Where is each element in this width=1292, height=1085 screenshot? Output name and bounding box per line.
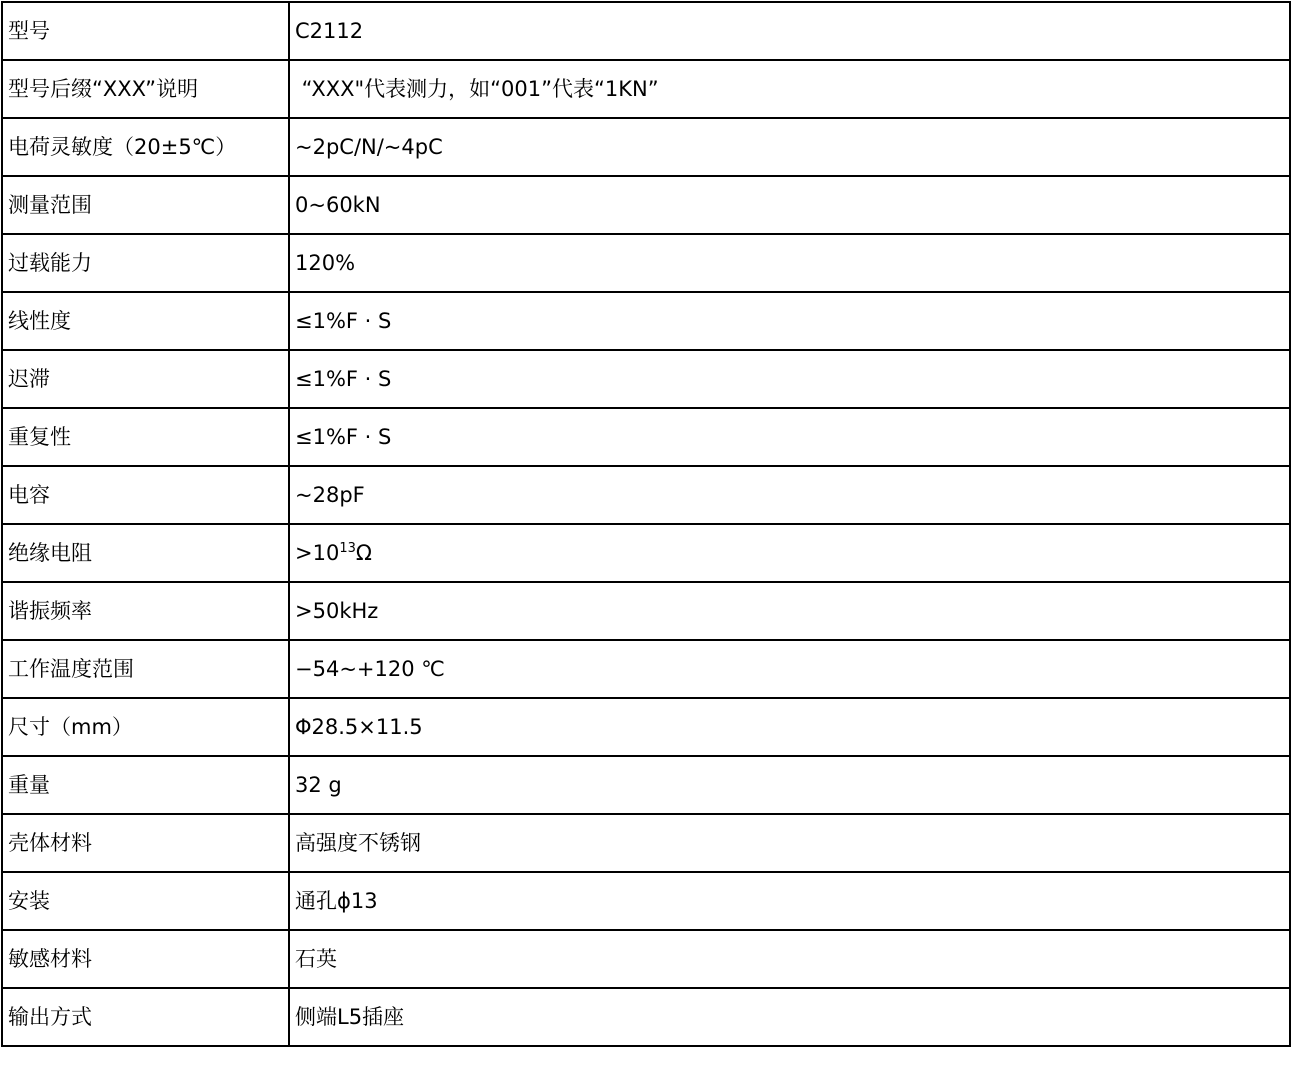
- label-cell: 线性度: [2, 292, 289, 350]
- label-cell: 电荷灵敏度（20±5℃）: [2, 118, 289, 176]
- value-cell: 0~60kN: [289, 176, 1290, 234]
- value-cell: 高强度不锈钢: [289, 814, 1290, 872]
- value-cell: 通孔ϕ13: [289, 872, 1290, 930]
- value-cell: ≤1%F · S: [289, 408, 1290, 466]
- label-cell: 重复性: [2, 408, 289, 466]
- table-row: [2, 756, 1290, 814]
- value-cell: −54~+120 ℃: [289, 640, 1290, 698]
- value-cell: Φ28.5×11.5: [289, 698, 1290, 756]
- table-row: [2, 292, 1290, 350]
- value-cell: ~28pF: [289, 466, 1290, 524]
- label-cell: 型号后缀“XXX”说明: [2, 60, 289, 118]
- value-cell: C2112: [289, 2, 1290, 60]
- table-row: [2, 466, 1290, 524]
- label-cell: 测量范围: [2, 176, 289, 234]
- label-cell: 敏感材料: [2, 930, 289, 988]
- table-row: [2, 234, 1290, 292]
- table-row: [2, 176, 1290, 234]
- table-row: [2, 408, 1290, 466]
- table-row: [2, 582, 1290, 640]
- label-cell: 谐振频率: [2, 582, 289, 640]
- table-row: [2, 814, 1290, 872]
- label-cell: 型号: [2, 2, 289, 60]
- value-cell: >50kHz: [289, 582, 1290, 640]
- value-unit: Ω: [355, 540, 372, 565]
- spec-table: [1, 1, 1291, 1047]
- value-cell: 侧端L5插座: [289, 988, 1290, 1046]
- table-row: [2, 60, 1290, 118]
- label-cell: 工作温度范围: [2, 640, 289, 698]
- table-row: [2, 988, 1290, 1046]
- value-cell: ~2pC/N/~4pC: [289, 118, 1290, 176]
- table-row: [2, 2, 1290, 60]
- value-cell: 120%: [289, 234, 1290, 292]
- table-row: [2, 872, 1290, 930]
- table-row: [2, 640, 1290, 698]
- value-exponent: 13: [339, 540, 356, 556]
- value-cell: 32 g: [289, 756, 1290, 814]
- table-row: [2, 930, 1290, 988]
- value-cell: [289, 524, 1290, 582]
- value-cell: 石英: [289, 930, 1290, 988]
- label-cell: 重量: [2, 756, 289, 814]
- table-row: [2, 118, 1290, 176]
- label-cell: 输出方式: [2, 988, 289, 1046]
- label-cell: 迟滞: [2, 350, 289, 408]
- table-row: [2, 698, 1290, 756]
- label-cell: 安装: [2, 872, 289, 930]
- table-row: [2, 524, 1290, 582]
- value-cell: ≤1%F · S: [289, 292, 1290, 350]
- table-row: [2, 350, 1290, 408]
- label-cell: 绝缘电阻: [2, 524, 289, 582]
- label-cell: 过载能力: [2, 234, 289, 292]
- label-cell: 电容: [2, 466, 289, 524]
- label-cell: 尺寸（mm）: [2, 698, 289, 756]
- value-cell: “XXX"代表测力，如“001”代表“1KN”: [289, 60, 1290, 118]
- value-base: >10: [295, 540, 340, 565]
- value-cell: ≤1%F · S: [289, 350, 1290, 408]
- label-cell: 壳体材料: [2, 814, 289, 872]
